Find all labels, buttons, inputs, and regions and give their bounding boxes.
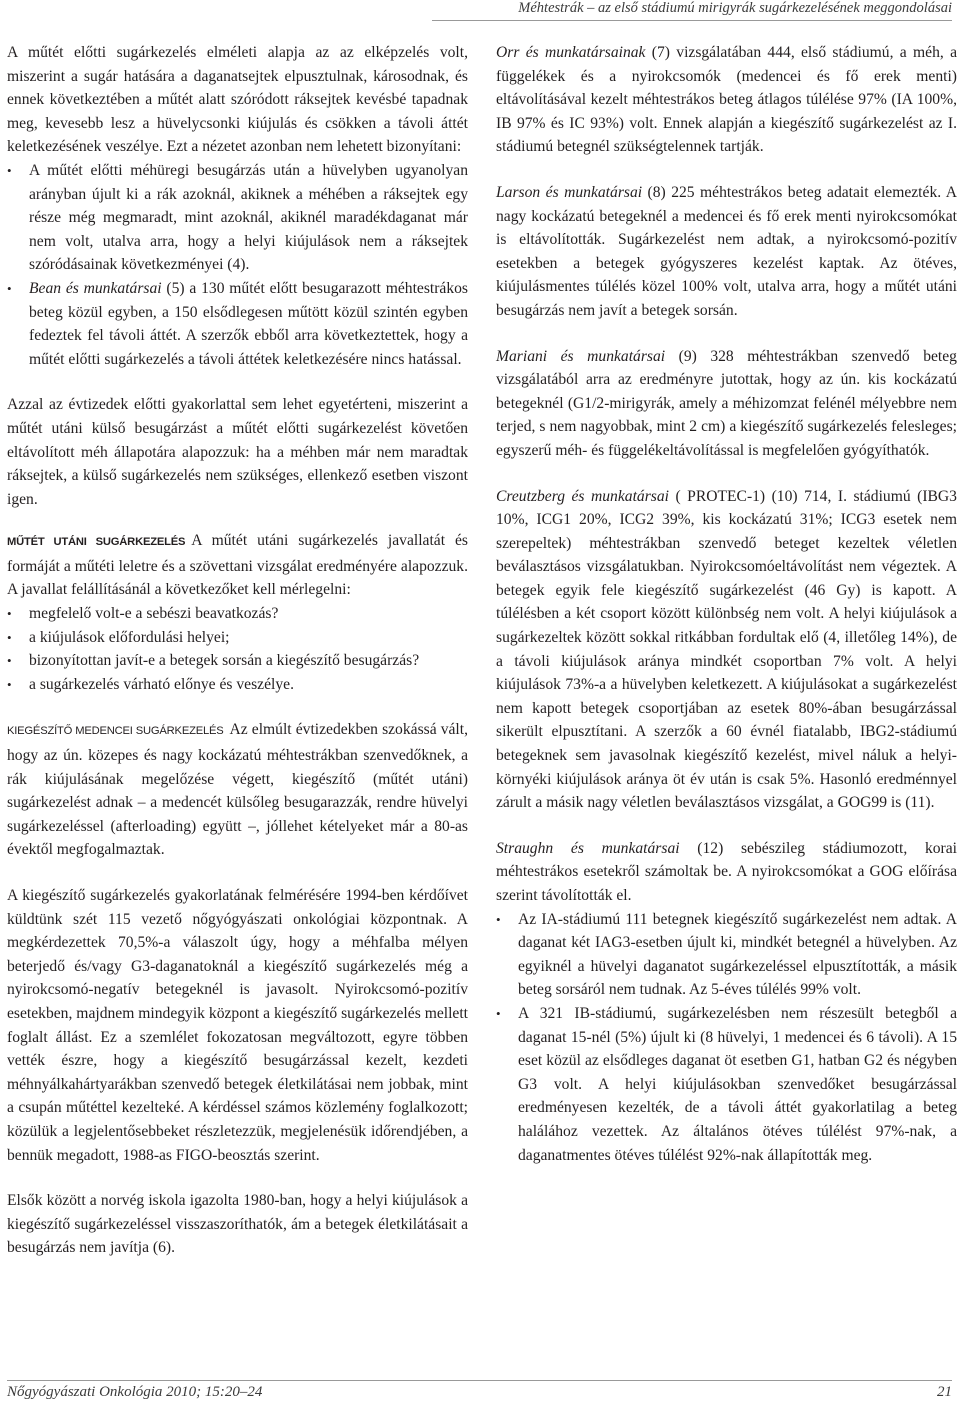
paragraph-text: (12) sebészileg stádiumozott, korai méhtestrákos esetekről számoltak be. A nyirokcsomókat a GOG előírása szerint távolították el. (496, 839, 957, 904)
list-item: • megfelelő volt-e a sebészi beavatkozás? (7, 602, 468, 626)
author-ref: Orr és munkatársainak (496, 44, 646, 61)
paragraph-text: (7) vizsgálatában 444, első stádiumú, a méh, a függelékek és a nyirokcsomók (medencei és fő erek menti) eltávolításával kezelt méhtestrákos beteg átlagos túlélése 97% (IA 100%, IB 97% és IC 93%) volt. Ennek alapján a kiegészítő sugárkezelést az I. stádiumú betegnél szükségtelennek tartják. (496, 44, 957, 156)
footer-divider (7, 1380, 952, 1381)
right-column (496, 41, 957, 1167)
bullet-list (7, 159, 468, 371)
list-item: • a sugárkezelés várható előnye és veszélye. (7, 673, 468, 697)
list-item: • Az IA-stádiumú 111 betegnek kiegészítő sugárkezelést nem adtak. A daganat két IAG3-esetben újult ki, mindkét betegnél a hüvelyben. Az egyiknél a hüvelyi daganatot sugárkezeléssel elpusztították, a másik beteg sorsáról nem tudnak. Az 5-éves túlélés 99% volt. (496, 908, 957, 1002)
paragraph-text: ( PROTEC-1) (10) 714, I. stádiumú (IBG3 10%, ICG1 20%, ICG2 39%, kis kockázatú 31%; ICG3 esetek nem szerepeltek) méhtestrákban szenvedő beteget kezeltek véletlen beválasztásos vizsgálatukban. Nyirokcsomóeltávolítást nem végeztek. A betegek egyik fele kiegészítő sugárkezelést (46 Gy) is kapott. A túlélésben a két csoport között különbség nem volt. A helyi kiújulások a sugárkezeltek között sokkal ritkábban fordultak elő (4, illetőleg 14%), de a távoli kiújulások aránya mindkét csoportban 7% volt. A helyi kiújulások 73%-a a hüvelyben keletkezett. A kiújulásokat a sugárkezelést nem kapott betegek csoportjában az esetek 80%-ában besugárzással sikerült elpusztítani. A szerzők a 60 évnél fiatalabb, IBG2-stádiumú betegeknek sem javasolnak kiegészítő kezelést, mivel náluk a helyi-környéki kiújulások aránya öt év után is csak 5%. Hasonló eredménnyel zárult a másik nagy véletlen beválasztásos vizsgálat, a GOG99 is (11). (496, 487, 957, 812)
paragraph (7, 529, 468, 602)
list-item-text: (5) a 130 műtét előtt besugarazott méhtestrákos beteg közül egyben, a 150 elsődlegesen műtött közül szintén egyben fedeztek fel távoli áttét. A szerzők ebből arra következtettek, hogy a műtét előtti sugárkezelés a távoli áttétek keletkezésére nincs hatással. (29, 279, 469, 368)
page-number: 21 (937, 1384, 952, 1400)
journal-citation: Nőgyógyászati Onkológia 2010; 15:20–24 (7, 1384, 263, 1400)
author-ref: Straughn és munkatársai (496, 839, 680, 857)
author-ref: Bean és munkatársai (29, 279, 162, 297)
paragraph (496, 181, 957, 323)
paragraph-text: (8) 225 méhtestrákos beteg adatait elemezték. A nagy kockázatú betegeknél a medencei és fő erek menti nyirokcsomókat is eltávolították. Sugárkezelést nem adtak, a nyirokcsomó-pozitív esetekben a betegek gyógyszeres kezelést kaptak. Az ötéves, kiújulásmentes túlélés közel 100% volt, utalva arra, hogy a műtét utáni besugárzás nem javít a betegek sorsán. (496, 183, 957, 319)
running-header: Méhtestrák – az első stádiumú mirigyrák sugárkezelésének meggondolásai (432, 0, 952, 21)
author-ref: Creutzberg és munkatársai (496, 487, 669, 505)
list-item: • A műtét előtti méhüregi besugárzás után a hüvelyben ugyanolyan arányban újult ki a rák azoknál, akiknek a méhében a ráksejtek egy része még megmaradt, mint azoknál, akiknél maradékdaganat már nem volt, utalva arra, hogy a helyi kiújulások nem a ráksejtek szóródásainak következményei (4). (7, 159, 468, 277)
author-ref: Mariani és munkatársai (496, 347, 666, 365)
paragraph: A műtét előtti sugárkezelés elméleti alapja az az elképzelés volt, miszerint a sugár hatására a daganatsejtek elpusztulnak, károsodnak, és ennek következtében a műtét alatt szóródott ráksejtek kevésbé tapadnak meg, kevesebb lesz a hüvelycsonki kiújulás és csökken a távoli áttét keletkezésének veszélye. Ezt a nézetet azonban nem lehetett bizonyítani: (7, 44, 468, 156)
author-ref: Larson és munkatársai (496, 183, 643, 201)
paragraph-text: (9) 328 méhtestrákban szenvedő beteg vizsgálatából arra az eredményre jutottak, hogy az ún. kis kockázatú betegeknél (G1/2-mirigyrák, amely a méhizomzat felénél mélyebbre nem terjed, s nem nagyobbak, mint 2 cm) a kiegészítő sugárkezelés felesleges; egyszerű méh- és függelékeltávolítással is megfelelően gyógyíthatók. (496, 347, 957, 459)
section-heading: MŰTÉT UTÁNI SUGÁRKEZELÉS (7, 536, 186, 549)
list-item: • bizonyítottan javít-e a betegek sorsán a kiegészítő besugárzás? (7, 649, 468, 673)
paragraph-text: A műtét utáni sugárkezelés javallatát és formáját a műtéti leletre és a szövettani vizsgálat eredményére alapozzuk. A javallat felállításánál a következőket kell mérlegelni: (7, 532, 468, 599)
paragraph (7, 718, 468, 862)
paragraph (496, 345, 957, 463)
list-item (7, 277, 468, 371)
paragraph: Azzal az évtizedek előtti gyakorlattal sem lehet egyetérteni, miszerint a műtét utáni külső besugárzást a műtét előtti sugárkezelést követően eltávolított méh állapotára alapozzuk: ha a méhben már nem maradtak ráksejtek, a külső sugárkezelés nem szükséges, ellenkező esetben viszont igen. (7, 396, 468, 508)
left-column (7, 41, 468, 1260)
paragraph-text: Az elmúlt évtizedekben szokássá vált, hogy az ún. közepes és nagy kockázatú méhtestrákban szenvedőknek, a rák kiújulásának megelőzése végett, kiegészítő (műtét utáni) sugárkezelést adnak – a medencét külsőleg besugarazzák, rendre hüvelyi sugárkezeléssel (afterloading) együtt –, jóllehet kételyeket már a 80-as évektől megfogalmaztak. (7, 721, 468, 859)
paragraph: Elsők között a norvég iskola igazolta 1980-ban, hogy a helyi kiújulások a kiegészítő sugárkezeléssel visszaszoríthatók, ám a betegek életkilátásait a besugárzás nem javítja (6). (7, 1192, 468, 1257)
paragraph (496, 41, 957, 159)
bullet-list (7, 602, 468, 696)
list-item: • a kiújulások előfordulási helyei; (7, 626, 468, 650)
paragraph: A kiegészítő sugárkezelés gyakorlatának felmérésére 1994-ben kérdőívet küldtünk szét 115 vezető nőgyógyászati onkológiai központnak. A megkérdezettek 70,5%-a válaszolt úgy, hogy a méhfalba mélyen beterjedő és/vagy G3-daganatoknál a kiegészítő sugárkezelés még a nyirokcsomó-negatív betegeknél is javasolt. Nyirokcsomó-pozitív esetekben, majdnem mindegyik központ a kiegészítő sugárkezelés mellett foglalt állást. Ez a szemlélet fokozatosan megváltozott, egyre többen vették észre, hogy a kiegészítő besugárzással kezelt, kezdeti méhnyálkahártyarákban szenvedő betegek életkilátásai nem jobbak, mint a csupán műtéttel kezelteké. A kérdéssel számos közlemény foglalkozott; közülük a legjelentősebbeket részletezzük, megjelenésük időrendjében, a bennük megadott, 1988-as FIGO-beosztás szerint. (7, 887, 468, 1164)
section-heading: KIEGÉSZÍTŐ MEDENCEI SUGÁRKEZELÉS (7, 725, 224, 738)
paragraph (496, 485, 957, 815)
bullet-list (496, 908, 957, 1168)
list-item: • A 321 IB-stádiumú, sugárkezelésben nem részesült betegből a daganat 15-nél (5%) újult ki (8 hüvelyi, 1 medencei és 6 távoli). A 15 eset közül az elsődleges daganat öt esetben G1, hatban G2 és négyben G3 volt. A helyi kiújulásokban szenvedőket besugárzással eredményesen kezelték, de a távoli áttét gyakorlatilag a beteg halálához vezettek. Az általános ötéves túlélést 97%-nak, a daganatmentes ötéves túlélést 92%-nak állapították meg. (496, 1002, 957, 1167)
paragraph (496, 837, 957, 908)
